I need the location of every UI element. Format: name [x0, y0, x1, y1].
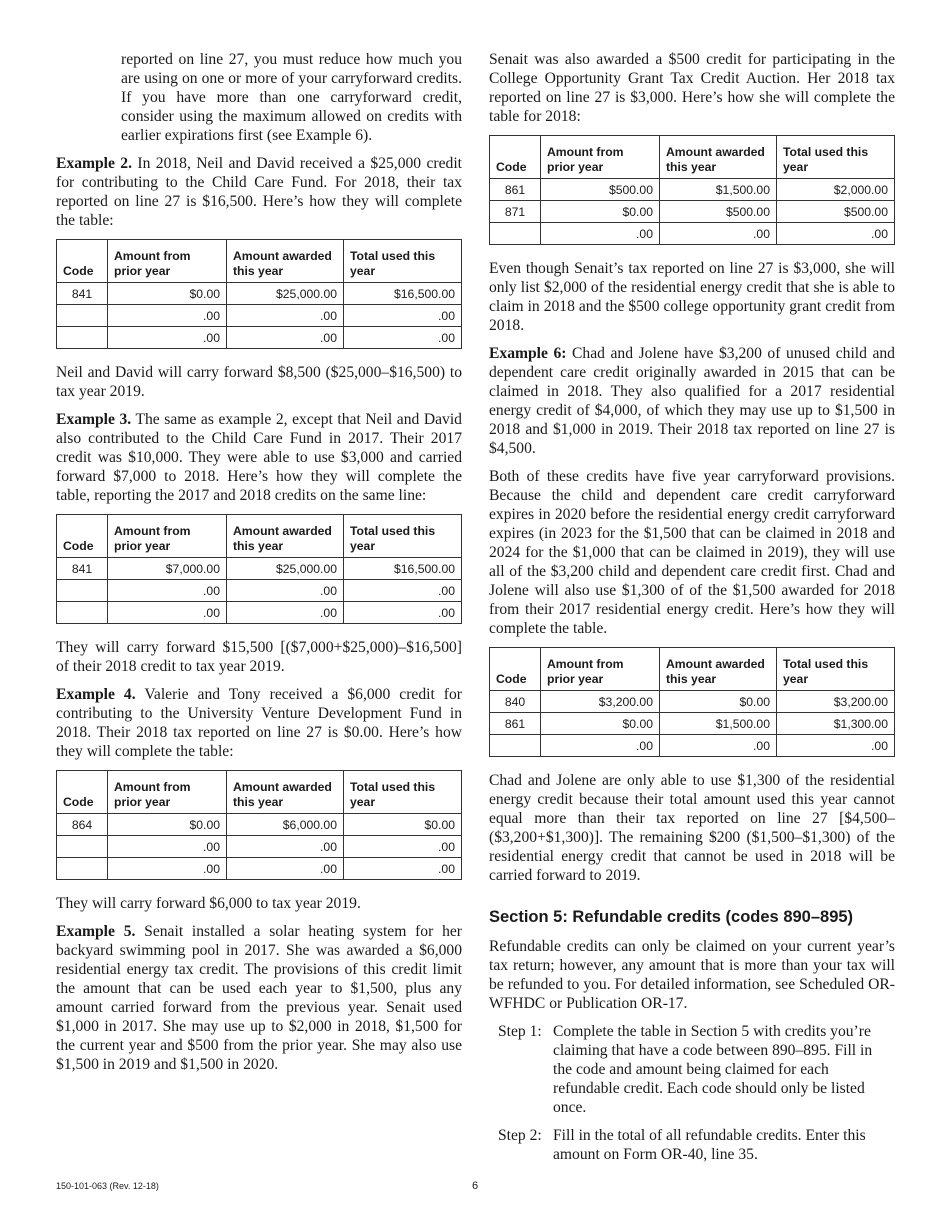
example-6-result: Chad and Jolene are only able to use $1,300 of the residential energy credit because their total amount used this year cannot equal more than their tax reported on line 27 [$4,500–($3,200+$1,300)]. The remaining $200 ($1,500–$1,300) of the residential energy credit that cannot be used in 2018 will be carried forward to 2019. [489, 772, 895, 884]
example-5-explanation: Even though Senait’s tax reported on line 27 is $3,000, she will only list $2,000 of the residential energy credit that she is able to claim in 2018 and the $500 college opportunity grant credit from 2018. [489, 260, 895, 334]
header-amount-awarded: Amount awarded this year [660, 648, 777, 691]
intro-continuation: reported on line 27, you must reduce how much you are using on one or more of your carryforward credits. If you have more than one carryforward credit, consider using the maximum allowed on credits with earlier expirations first (see Example 6). [121, 51, 462, 144]
cell-prior: $0.00 [541, 713, 660, 735]
cell-used: $16,500.00 [344, 283, 462, 305]
table-header-row [57, 240, 462, 283]
example-5-label: Example 5. [56, 923, 136, 940]
step-2-text: Fill in the total of all refundable credits. Enter this amount on Form OR-40, line 35. [553, 1127, 866, 1163]
cell-awarded: $0.00 [660, 691, 777, 713]
cell-used: .00 [777, 223, 895, 245]
example-5-text: Senait installed a solar heating system for her backyard swimming pool in 2017. She was awarded a $6,000 residential energy tax credit. The provisions of this credit limit the amount that can be used each year to $1,500, plus any amount carried forward from the previous year. Senait used $1,000 in 2017. She may use up to $2,000 in 2018, $1,500 for the current year and $500 from the prior year. She may also use $1,500 in 2019 and $1,500 in 2020. [56, 923, 462, 1073]
cell-prior: .00 [108, 602, 227, 624]
cell-code [490, 735, 541, 757]
cell-prior: $0.00 [108, 814, 227, 836]
header-amount-prior: Amount from prior year [108, 771, 227, 814]
table-row [490, 713, 895, 735]
header-code: Code [57, 771, 108, 814]
table-header-row [57, 771, 462, 814]
cell-awarded: .00 [660, 223, 777, 245]
header-amount-prior: Amount from prior year [541, 648, 660, 691]
cell-used: $0.00 [344, 814, 462, 836]
header-code: Code [57, 240, 108, 283]
example-4-text: Valerie and Tony received a $6,000 credit for contributing to the University Venture Development Fund in 2018. Their 2018 tax reported on line 27 is $0.00. Here’s how they will complete the table: [56, 686, 462, 760]
example-2-label: Example 2. [56, 155, 132, 172]
cell-code: 861 [490, 179, 541, 201]
cell-code: 840 [490, 691, 541, 713]
page-number: 6 [471, 1180, 479, 1192]
example-6-label: Example 6: [489, 345, 567, 362]
cell-used: $16,500.00 [344, 558, 462, 580]
cell-awarded: $25,000.00 [227, 283, 344, 305]
header-code: Code [57, 515, 108, 558]
cell-used: $1,300.00 [777, 713, 895, 735]
cell-prior: $7,000.00 [108, 558, 227, 580]
cell-awarded: .00 [227, 580, 344, 602]
cell-prior: .00 [108, 305, 227, 327]
table-row [490, 179, 895, 201]
table-header-row [490, 136, 895, 179]
cell-used: .00 [344, 858, 462, 880]
example-6-paragraph [489, 344, 895, 458]
header-code: Code [490, 136, 541, 179]
cell-used: .00 [344, 602, 462, 624]
cell-awarded: .00 [227, 836, 344, 858]
header-code: Code [490, 648, 541, 691]
cell-used: .00 [344, 305, 462, 327]
table-row [490, 223, 895, 245]
header-total-used: Total used this year [344, 771, 462, 814]
example-3-credit-table [56, 514, 462, 624]
example-3-carryforward: They will carry forward $15,500 [($7,000+$25,000)–$16,500] of their 2018 credit to tax year 2019. [56, 639, 462, 675]
step-1 [498, 1022, 895, 1117]
table-row [490, 735, 895, 757]
cell-code: 871 [490, 201, 541, 223]
cell-awarded: .00 [227, 327, 344, 349]
cell-code: 864 [57, 814, 108, 836]
table-row [57, 814, 462, 836]
cell-used: .00 [344, 836, 462, 858]
section-5-intro: Refundable credits can only be claimed on your current year’s tax return; however, any amount that is more than your tax will be refunded to you. For detailed information, see Scheduled OR-WFHDC or Publication OR-17. [489, 938, 895, 1012]
example-4-carryforward: They will carry forward $6,000 to tax year 2019. [56, 895, 361, 912]
cell-prior: .00 [108, 836, 227, 858]
example-6-credit-table [489, 647, 895, 757]
example-3-paragraph [56, 410, 462, 505]
header-amount-prior: Amount from prior year [108, 240, 227, 283]
cell-prior: .00 [108, 580, 227, 602]
example-2-credit-table [56, 239, 462, 349]
left-column [56, 50, 462, 1083]
example-5-credit-table [489, 135, 895, 245]
cell-prior: .00 [108, 858, 227, 880]
form-number: 150-101-063 (Rev. 12-18) [56, 1181, 159, 1191]
table-row [57, 327, 462, 349]
cell-awarded: $500.00 [660, 201, 777, 223]
cell-used: $500.00 [777, 201, 895, 223]
header-total-used: Total used this year [344, 240, 462, 283]
header-amount-awarded: Amount awarded this year [227, 515, 344, 558]
example-5-continuation: Senait was also awarded a $500 credit for participating in the College Opportunity Grant Tax Credit Auction. Her 2018 tax reported on line 27 is $3,000. Here’s how she will complete the table for 2018: [489, 51, 895, 125]
cell-code [57, 836, 108, 858]
cell-code: 861 [490, 713, 541, 735]
cell-code: 841 [57, 283, 108, 305]
right-column [489, 50, 895, 1173]
header-amount-awarded: Amount awarded this year [227, 771, 344, 814]
example-5-paragraph [56, 922, 462, 1074]
table-row [57, 283, 462, 305]
header-amount-awarded: Amount awarded this year [660, 136, 777, 179]
example-2-paragraph [56, 154, 462, 230]
table-row [57, 858, 462, 880]
cell-prior: $500.00 [541, 179, 660, 201]
header-amount-awarded: Amount awarded this year [227, 240, 344, 283]
table-row [57, 558, 462, 580]
table-row [57, 305, 462, 327]
table-row [57, 836, 462, 858]
header-amount-prior: Amount from prior year [541, 136, 660, 179]
example-4-paragraph [56, 685, 462, 761]
step-1-label: Step 1: [498, 1023, 542, 1040]
cell-prior: $0.00 [108, 283, 227, 305]
header-total-used: Total used this year [344, 515, 462, 558]
example-3-label: Example 3. [56, 411, 132, 428]
step-2-label: Step 2: [498, 1127, 542, 1144]
example-4-label: Example 4. [56, 686, 136, 703]
section-5-heading: Section 5: Refundable credits (codes 890–895) [489, 908, 854, 926]
cell-code: 841 [57, 558, 108, 580]
example-6-carryforward-explanation: Both of these credits have five year carryforward provisions. Because the child and dependent care credit carryforward expires in 2020 before the residential energy credit carryforward expires (in 2023 for the $1,500 that can be claimed in 2018 and 2024 for the $1,000 that can be claimed in 2019), they will use all of the $3,200 child and dependent care credit first. Chad and Jolene will also use $1,300 of of the $1,500 awarded for 2018 from their 2017 residential energy credit. Here’s how they will complete the table. [489, 468, 895, 637]
cell-code [490, 223, 541, 245]
cell-code [57, 602, 108, 624]
table-header-row [57, 515, 462, 558]
step-2 [498, 1126, 895, 1164]
cell-used: .00 [344, 580, 462, 602]
cell-code [57, 327, 108, 349]
table-row [57, 580, 462, 602]
cell-prior: .00 [541, 223, 660, 245]
header-total-used: Total used this year [777, 648, 895, 691]
example-3-text: The same as example 2, except that Neil and David also contributed to the Child Care Fund in 2017. Their 2017 credit was $10,000. They were able to use $3,000 and carried forward $7,000 to 2018. Here’s how they will complete the table, reporting the 2017 and 2018 credits on the same line: [56, 411, 462, 504]
example-2-text: In 2018, Neil and David received a $25,000 credit for contributing to the Child Care Fund. For 2018, their tax reported on line 27 is $16,500. Here’s how they will complete the table: [56, 155, 462, 229]
cell-used: .00 [344, 327, 462, 349]
step-1-text: Complete the table in Section 5 with credits you’re claiming that have a code between 890–895. Fill in the code and amount being claimed for each refundable credit. Each code should only be listed once. [553, 1023, 873, 1116]
cell-prior: .00 [541, 735, 660, 757]
table-row [490, 201, 895, 223]
example-2-carryforward: Neil and David will carry forward $8,500 ($25,000–$16,500) to tax year 2019. [56, 364, 462, 400]
cell-code [57, 858, 108, 880]
example-6-text: Chad and Jolene have $3,200 of unused child and dependent care credit originally awarded in 2015 that can be claimed in 2018. They also qualified for a 2017 residential energy credit of $4,000, of which they may use up to $1,500 in 2018 and $1,000 in 2019. Their 2018 tax reported on line 27 is $4,500. [489, 345, 895, 457]
cell-awarded: $1,500.00 [660, 713, 777, 735]
cell-code [57, 580, 108, 602]
cell-used: $3,200.00 [777, 691, 895, 713]
cell-awarded: .00 [660, 735, 777, 757]
cell-used: $2,000.00 [777, 179, 895, 201]
cell-awarded: $6,000.00 [227, 814, 344, 836]
cell-code [57, 305, 108, 327]
cell-prior: .00 [108, 327, 227, 349]
cell-awarded: $25,000.00 [227, 558, 344, 580]
cell-awarded: .00 [227, 858, 344, 880]
cell-prior: $3,200.00 [541, 691, 660, 713]
table-row [490, 691, 895, 713]
cell-awarded: $1,500.00 [660, 179, 777, 201]
cell-awarded: .00 [227, 305, 344, 327]
table-row [57, 602, 462, 624]
table-header-row [490, 648, 895, 691]
cell-prior: $0.00 [541, 201, 660, 223]
cell-awarded: .00 [227, 602, 344, 624]
header-total-used: Total used this year [777, 136, 895, 179]
cell-used: .00 [777, 735, 895, 757]
example-4-credit-table [56, 770, 462, 880]
header-amount-prior: Amount from prior year [108, 515, 227, 558]
